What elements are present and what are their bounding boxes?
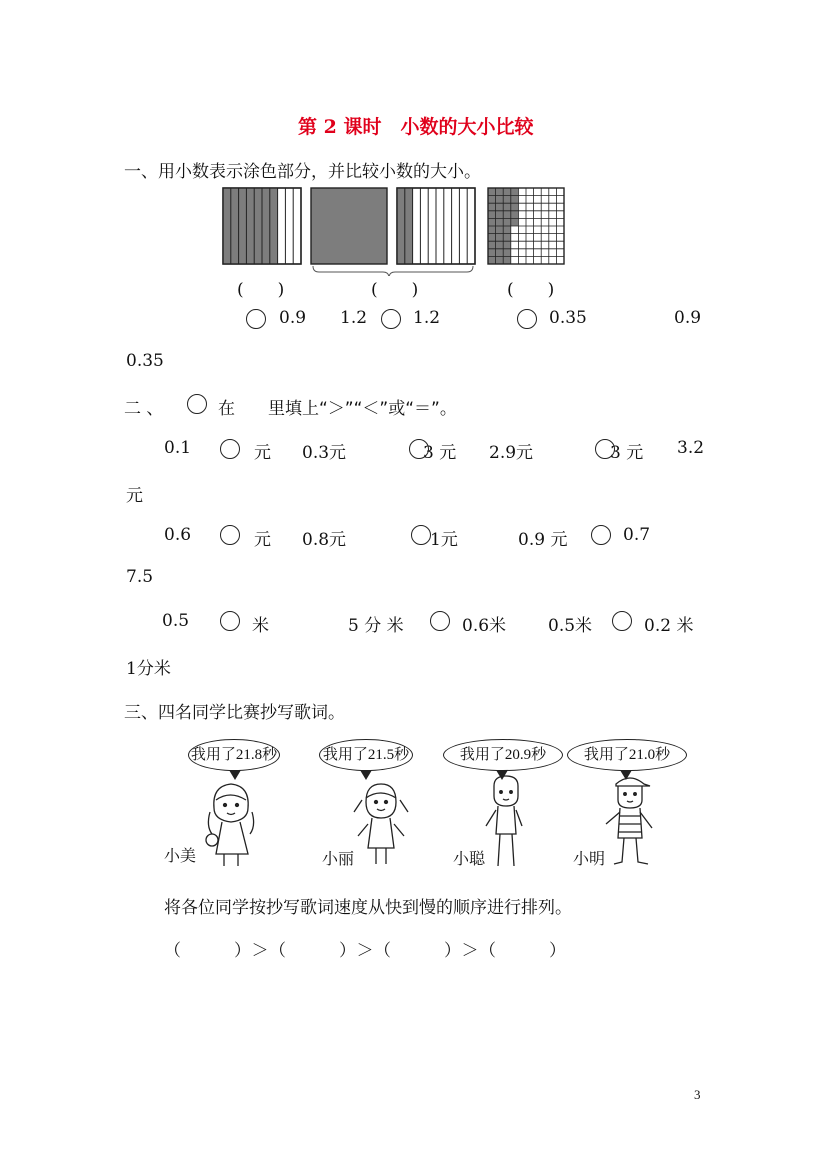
blank-a[interactable]: ( ) bbox=[237, 280, 285, 300]
compare-circle[interactable] bbox=[220, 525, 240, 545]
compare-circle[interactable] bbox=[517, 309, 537, 329]
child-xiaomei-illustration bbox=[196, 778, 266, 870]
speech-bubble: 我用了21.8秒 bbox=[188, 739, 280, 771]
compare-circle[interactable] bbox=[220, 439, 240, 459]
value: 元 bbox=[254, 530, 271, 550]
compare-circle[interactable] bbox=[220, 611, 240, 631]
section1-heading: 一、用小数表示涂色部分，并比较小数的大小。 bbox=[124, 162, 481, 182]
order-answer-line[interactable]: （ ）＞（ ）＞（ ）＞（ ） bbox=[164, 941, 567, 961]
value: 2.9元 bbox=[489, 443, 534, 463]
section3-instruction: 将各位同学按抄写歌词速度从快到慢的顺序进行排列。 bbox=[164, 898, 572, 918]
speech-bubble: 我用了20.9秒 bbox=[443, 739, 563, 771]
section2-heading-c: 里填上“＞”“＜”或“＝”。 bbox=[268, 399, 457, 419]
value: 1.2 bbox=[340, 308, 368, 328]
value: 0.2 米 bbox=[644, 616, 694, 636]
value: 0.35 bbox=[126, 351, 164, 371]
circle-symbol bbox=[187, 394, 207, 414]
value: 元 bbox=[254, 443, 271, 463]
speech-bubble: 我用了21.5秒 bbox=[319, 739, 413, 771]
figure-hundredths bbox=[488, 188, 564, 264]
value: 5 分 米 bbox=[348, 616, 404, 636]
child-xiaoming-illustration bbox=[600, 772, 662, 872]
value: 元 bbox=[126, 486, 143, 506]
value: 0.7 bbox=[623, 525, 651, 545]
value: 0.5 bbox=[162, 611, 190, 631]
page-number: 3 bbox=[694, 1087, 701, 1102]
value: 0.6 bbox=[164, 525, 192, 545]
figure-tenths-1 bbox=[223, 188, 301, 264]
value: 0.9 bbox=[279, 308, 307, 328]
value: 1元 bbox=[430, 530, 458, 550]
value: 0.9 元 bbox=[518, 530, 568, 550]
section2-heading-b: 在 bbox=[218, 399, 235, 419]
speech-bubble: 我用了21.0秒 bbox=[567, 739, 687, 771]
compare-circle[interactable] bbox=[612, 611, 632, 631]
value: 0.5米 bbox=[548, 616, 593, 636]
value: 0.6米 bbox=[462, 616, 507, 636]
student-name: 小丽 bbox=[322, 849, 355, 868]
decimal-figures bbox=[220, 186, 580, 276]
compare-circle[interactable] bbox=[381, 309, 401, 329]
value: 0.9 bbox=[674, 308, 702, 328]
section2-heading-a: 二 、 bbox=[124, 399, 164, 419]
compare-circle[interactable] bbox=[246, 309, 266, 329]
value: 0.8元 bbox=[302, 530, 347, 550]
compare-circle[interactable] bbox=[411, 525, 431, 545]
value: 1分米 bbox=[126, 659, 171, 679]
figure-whole bbox=[311, 188, 387, 264]
value: 0.1 bbox=[164, 438, 192, 458]
blank-c[interactable]: ( ) bbox=[507, 280, 555, 300]
compare-circle[interactable] bbox=[591, 525, 611, 545]
student-name: 小聪 bbox=[453, 849, 486, 868]
student-name: 小明 bbox=[573, 849, 606, 868]
value: 3 元 bbox=[610, 443, 644, 463]
student-name: 小美 bbox=[164, 846, 197, 865]
section3-heading: 三、四名同学比赛抄写歌词。 bbox=[124, 703, 345, 723]
figure-tenths-2 bbox=[397, 188, 475, 264]
value: 7.5 bbox=[126, 567, 154, 587]
compare-circle[interactable] bbox=[430, 611, 450, 631]
value: 0.35 bbox=[549, 308, 587, 328]
child-xiaoli-illustration bbox=[346, 778, 416, 870]
value: 米 bbox=[252, 616, 269, 636]
page-title: 第 2 课时 小数的大小比较 bbox=[298, 116, 534, 138]
value: 3.2 bbox=[677, 438, 705, 458]
value: 0.3元 bbox=[302, 443, 347, 463]
value: 1.2 bbox=[413, 308, 441, 328]
value: 3 元 bbox=[423, 443, 457, 463]
blank-b[interactable]: ( ) bbox=[371, 280, 419, 300]
